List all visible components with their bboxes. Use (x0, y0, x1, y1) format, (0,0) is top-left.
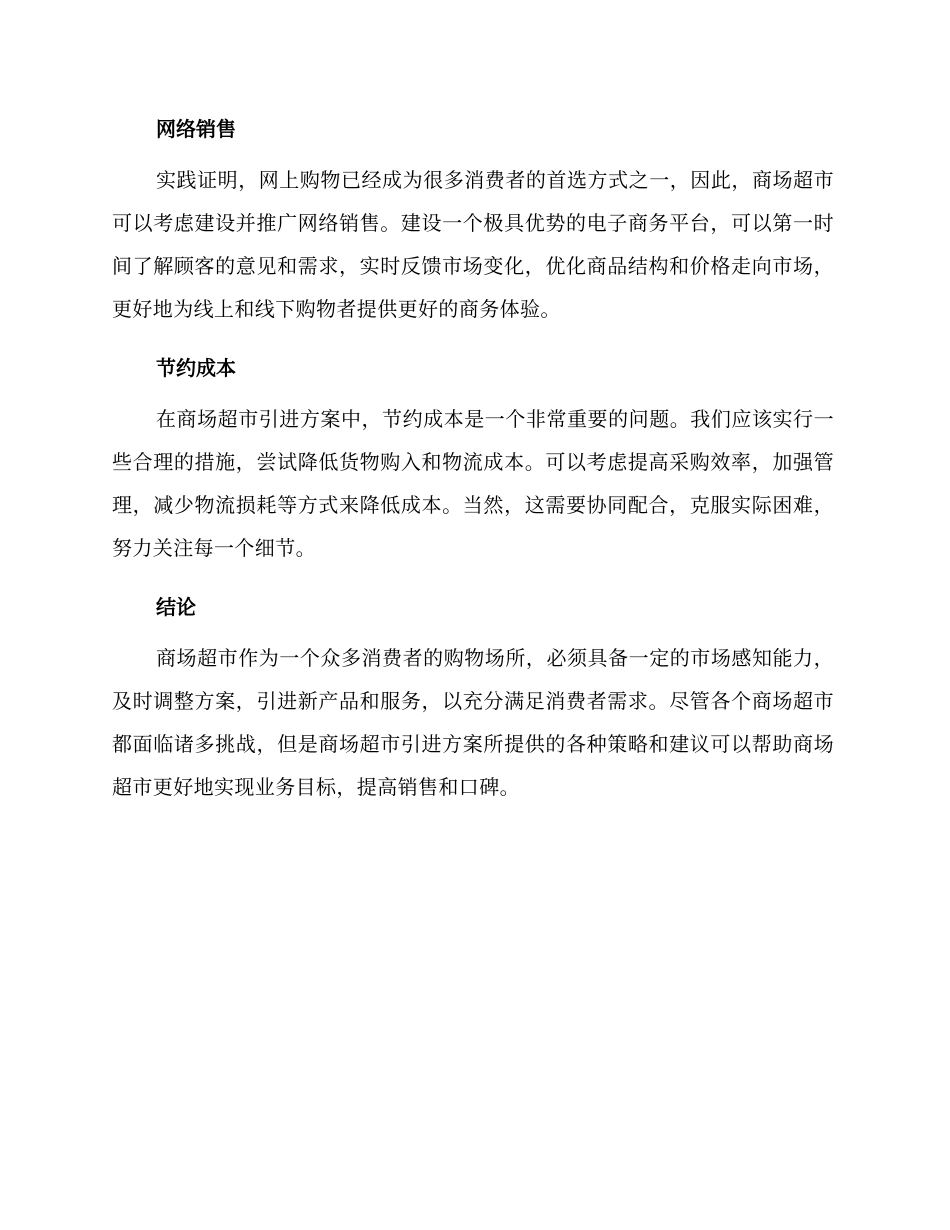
section-heading: 结论 (156, 595, 196, 619)
section-cost-saving (112, 348, 834, 570)
section-paragraph: 在商场超市引进方案中，节约成本是一个非常重要的问题。我们应该实行一些合理的措施，尝试降低货物购入和物流成本。可以考虑提高采购效率，加强管理，减少物流损耗等方式来降低成本。当然，这需要协同配合，克服实际困难，努力关注每一个细节。 (112, 407, 834, 560)
section-heading: 节约成本 (156, 356, 236, 380)
section-paragraph: 商场超市作为一个众多消费者的购物场所，必须具备一定的市场感知能力，及时调整方案，引进新产品和服务，以充分满足消费者需求。尽管各个商场超市都面临诸多挑战，但是商场超市引进方案所提供的各种策略和建议可以帮助商场超市更好地实现业务目标，提高销售和口碑。 (112, 646, 834, 799)
document-content (112, 109, 834, 826)
section-online-sales (112, 109, 834, 331)
section-heading: 网络销售 (156, 117, 236, 141)
section-paragraph: 实践证明，网上购物已经成为很多消费者的首选方式之一，因此，商场超市可以考虑建设并推广网络销售。建设一个极具优势的电子商务平台，可以第一时间了解顾客的意见和需求，实时反馈市场变化，优化商品结构和价格走向市场，更好地为线上和线下购物者提供更好的商务体验。 (112, 168, 834, 321)
section-conclusion (112, 587, 834, 809)
